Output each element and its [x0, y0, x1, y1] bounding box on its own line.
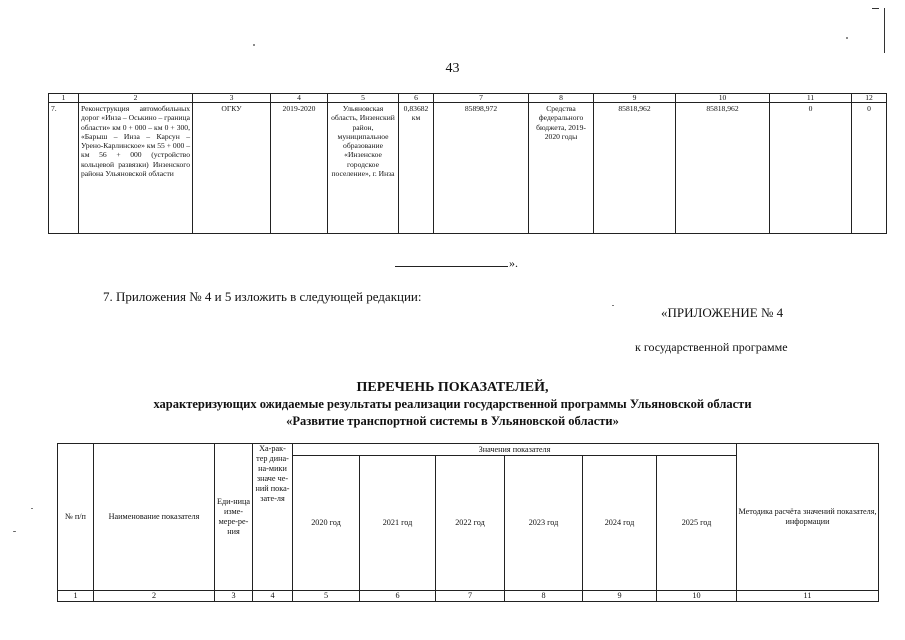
total-amount: 85898,972	[434, 103, 529, 234]
closing-underline	[395, 266, 508, 267]
column-number: 7	[436, 591, 505, 602]
capacity: 0,83682 км	[399, 103, 434, 234]
column-number: 5	[293, 591, 360, 602]
scan-speck	[253, 44, 255, 46]
page-number: 43	[445, 61, 460, 76]
header-unit: Еди-ница изме-мере-ре-ния	[215, 444, 253, 591]
column-number: 1	[49, 94, 79, 103]
column-number: 8	[529, 94, 594, 103]
list-subtitle-line2: «Развитие транспортной системы в Ульяновской области»	[286, 414, 619, 428]
header-year: 2022 год	[436, 456, 505, 591]
amount-col-11: 0	[770, 103, 852, 234]
scan-mark	[884, 8, 885, 53]
column-number: 4	[271, 94, 328, 103]
object-name: Реконструкция автомобильных дорог «Инза – Оськино – граница области» км 0 + 000 – км 0 + 300, «Барыш – Инза – Карсун – Урено-Карлинское» км 55 + 000 – км 56 + 000 (устройство кольцевой развязки) Инзенского района Ульяновской области	[79, 103, 193, 234]
scan-speck	[13, 531, 16, 532]
amount-col-10: 85818,962	[676, 103, 770, 234]
header-year: 2021 год	[360, 456, 436, 591]
column-number: 1	[58, 591, 94, 602]
column-number: 7	[434, 94, 529, 103]
period: 2019-2020	[271, 103, 328, 234]
column-number: 9	[583, 591, 657, 602]
scan-speck	[612, 305, 614, 306]
table-row	[49, 103, 887, 234]
column-number: 4	[253, 591, 293, 602]
header-year: 2023 год	[505, 456, 583, 591]
row-number: 7.	[49, 103, 79, 234]
amount-col-12: 0	[852, 103, 887, 234]
column-number: 11	[737, 591, 879, 602]
header-dynamics: Ха-рак-тер дина-на-мики значе че-ний пока-зате-ля	[253, 444, 293, 591]
funding-source: Средства федерального бюджета, 2019-2020 годы	[529, 103, 594, 234]
expenditure-table	[48, 93, 887, 234]
closing-quote: ».	[509, 256, 518, 270]
column-number: 2	[94, 591, 215, 602]
executor: ОГКУ	[193, 103, 271, 234]
location: Ульяновская область, Инзенский район, муниципальное образование «Инзенское городское поселение», г. Инза	[328, 103, 399, 234]
scan-speck	[846, 37, 848, 39]
column-number: 6	[399, 94, 434, 103]
column-number: 8	[505, 591, 583, 602]
scan-mark	[872, 8, 879, 9]
column-number: 10	[657, 591, 737, 602]
header-number: № п/п	[58, 444, 94, 591]
header-indicator-name: Наименование показателя	[94, 444, 215, 591]
appendix-subtitle: к государственной программе	[635, 340, 788, 354]
table-header-row	[49, 94, 887, 103]
amendment-paragraph: 7. Приложения № 4 и 5 изложить в следующей редакции:	[103, 289, 422, 304]
column-number: 3	[215, 591, 253, 602]
column-number: 9	[594, 94, 676, 103]
column-number: 2	[79, 94, 193, 103]
appendix-title: «ПРИЛОЖЕНИЕ № 4	[661, 305, 784, 320]
column-number: 3	[193, 94, 271, 103]
header-year: 2025 год	[657, 456, 737, 591]
column-number: 6	[360, 591, 436, 602]
column-number: 10	[676, 94, 770, 103]
indicators-table	[57, 443, 879, 602]
scan-speck	[31, 508, 33, 509]
header-year: 2020 год	[293, 456, 360, 591]
column-number: 12	[852, 94, 887, 103]
header-year: 2024 год	[583, 456, 657, 591]
amount-col-9: 85818,962	[594, 103, 676, 234]
column-number: 5	[328, 94, 399, 103]
column-numbers-row	[58, 591, 879, 602]
column-number: 11	[770, 94, 852, 103]
header-values: Значения показателя	[293, 444, 737, 456]
list-title: ПЕРЕЧЕНЬ ПОКАЗАТЕЛЕЙ,	[356, 380, 549, 395]
header-method: Методика расчёта значений показателя, информации	[737, 444, 879, 591]
list-subtitle-line1: характеризующих ожидаемые результаты реализации государственной программы Ульяновской области	[153, 397, 752, 411]
